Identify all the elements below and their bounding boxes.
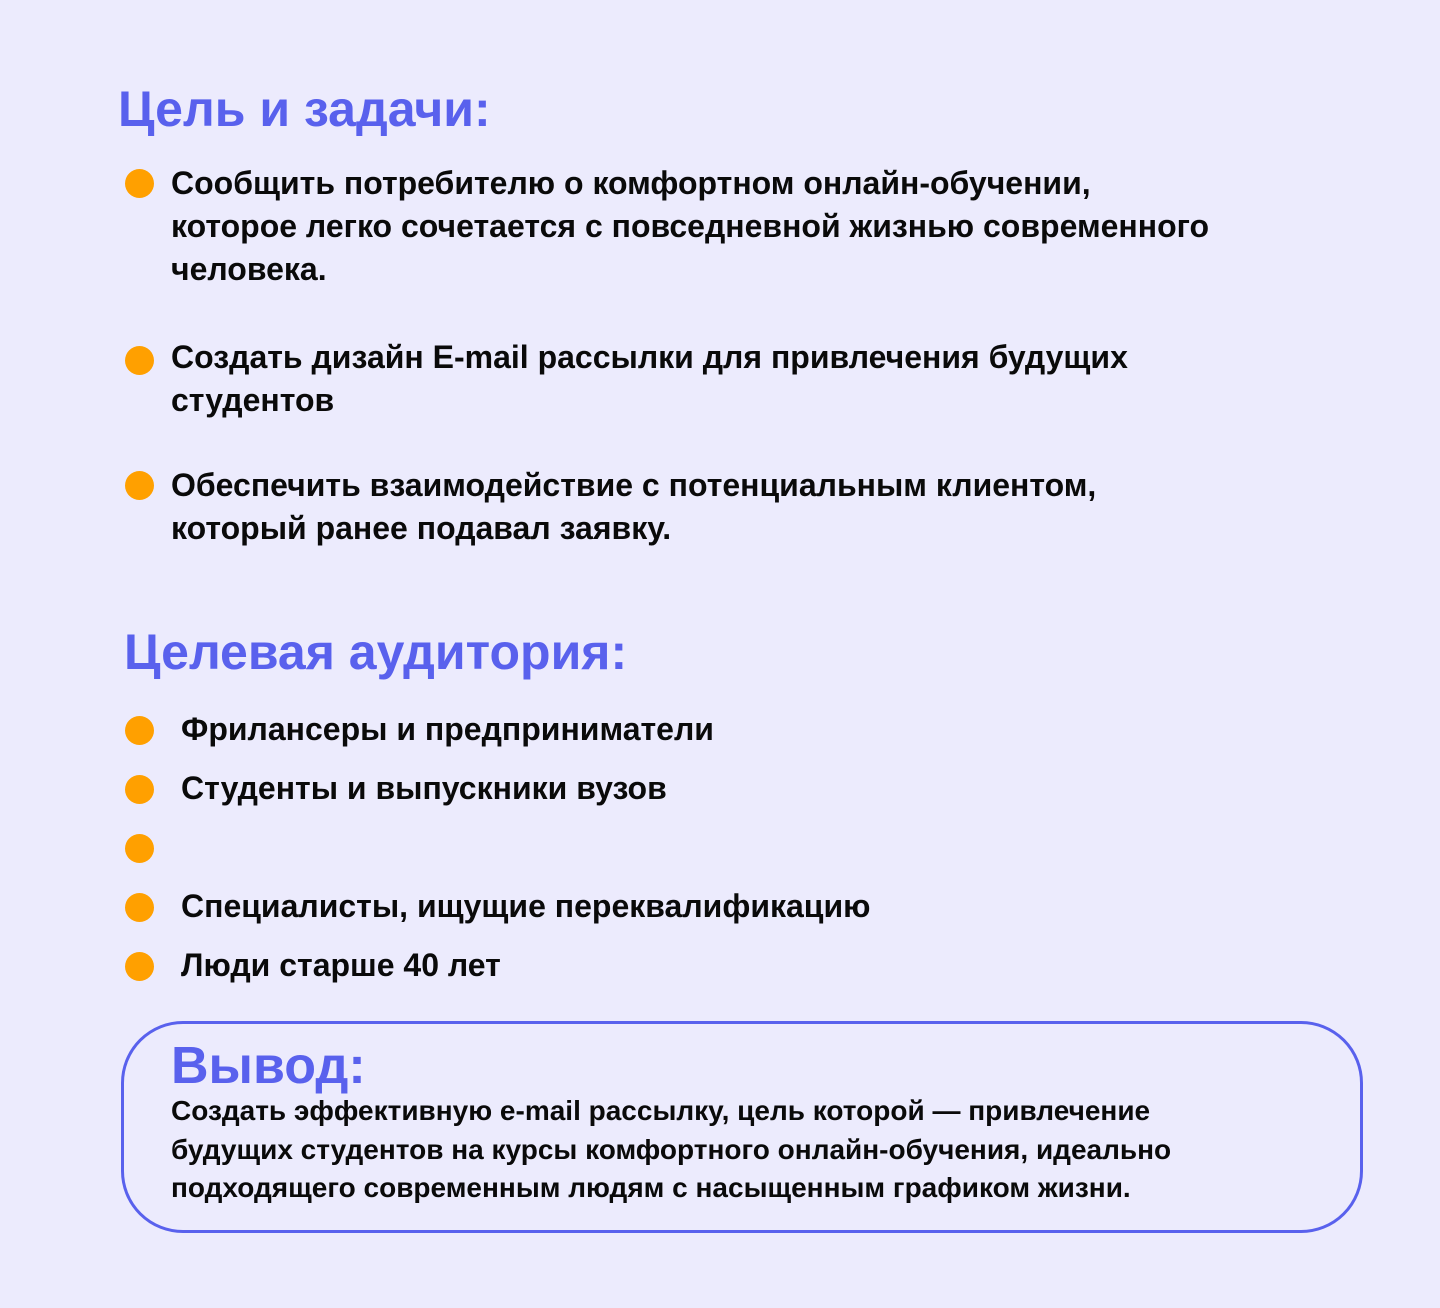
goal-line: который ранее подавал заявку. xyxy=(171,510,672,546)
goal-line: студентов xyxy=(171,382,335,418)
bullet-icon xyxy=(125,346,154,375)
conclusion-text xyxy=(171,1092,1171,1208)
goal-item xyxy=(171,162,1209,291)
bullet-icon xyxy=(125,893,154,922)
goal-item xyxy=(171,464,1096,550)
goals-heading: Цель и задачи: xyxy=(118,81,491,137)
bullet-icon xyxy=(125,834,154,863)
audience-item: Студенты и выпускники вузов xyxy=(181,770,667,806)
conclusion-line: подходящего современным людям с насыщенным графиком жизни. xyxy=(171,1172,1131,1203)
goal-line: Создать дизайн E-mail рассылки для привлечения будущих xyxy=(171,339,1128,375)
bullet-icon xyxy=(125,716,154,745)
audience-item: Люди старше 40 лет xyxy=(181,947,501,983)
conclusion-line: будущих студентов на курсы комфортного онлайн-обучения, идеально xyxy=(171,1133,1172,1165)
goal-line: которое легко сочетается с повседневной жизнью современного xyxy=(171,208,1210,244)
audience-heading: Целевая аудитория: xyxy=(124,624,628,680)
goal-item xyxy=(171,336,1128,422)
conclusion-line: Создать эффективную e-mail рассылку, цель которой — привлечение xyxy=(171,1095,1151,1126)
goal-line: Сообщить потребителю о комфортном онлайн-обучении, xyxy=(171,165,1091,201)
bullet-icon xyxy=(125,471,154,500)
audience-item: Фрилансеры и предприниматели xyxy=(181,711,714,747)
goal-line: человека. xyxy=(171,251,327,287)
goal-line: Обеспечить взаимодействие с потенциальным клиентом, xyxy=(171,467,1097,503)
bullet-icon xyxy=(125,775,154,804)
audience-item: Специалисты, ищущие переквалификацию xyxy=(181,888,871,924)
conclusion-heading: Вывод: xyxy=(171,1037,366,1095)
bullet-icon xyxy=(125,952,154,981)
bullet-icon xyxy=(125,169,154,198)
